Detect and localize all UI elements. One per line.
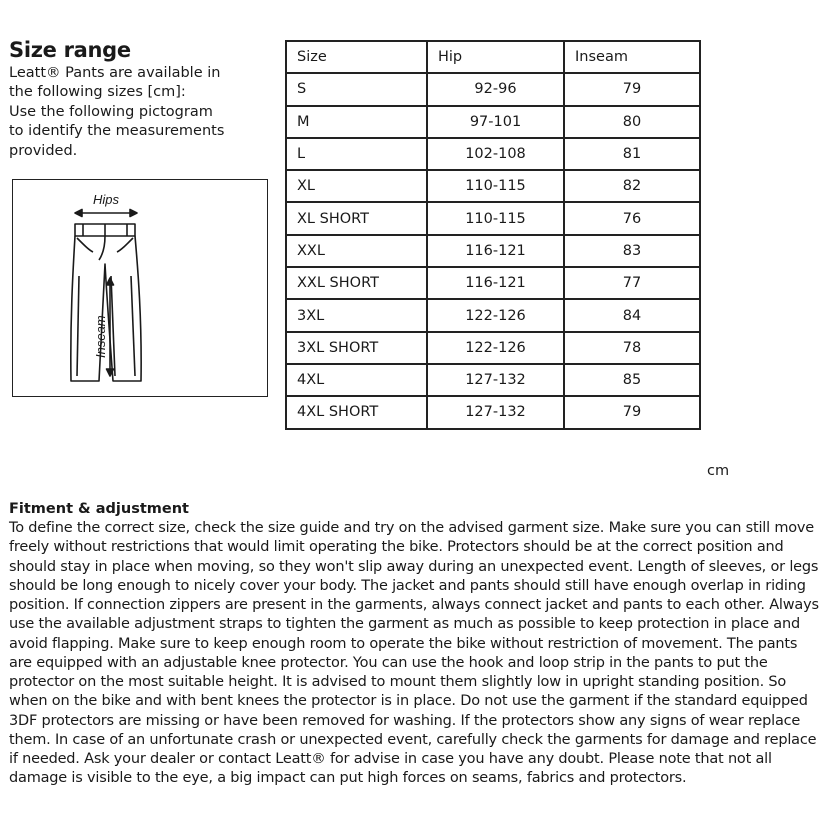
size-cell: XL — [286, 170, 427, 202]
size-cell: 3XL SHORT — [286, 332, 427, 364]
size-table — [285, 40, 701, 430]
size-cell: S — [286, 73, 427, 105]
inseam-cell: 81 — [564, 138, 700, 170]
size-cell: XXL — [286, 235, 427, 267]
inseam-cell: 84 — [564, 299, 700, 331]
size-range-intro: Leatt® Pants are available in the following sizes [cm]: Use the following pictogram to identify the measurements provided. — [9, 65, 225, 159]
table-row — [286, 267, 700, 299]
inseam-label: Inseam — [93, 315, 108, 358]
table-row — [286, 106, 700, 138]
size-cell: 3XL — [286, 299, 427, 331]
table-row — [286, 364, 700, 396]
hip-cell: 110-115 — [427, 202, 564, 234]
hip-cell: 122-126 — [427, 332, 564, 364]
hip-cell: 92-96 — [427, 73, 564, 105]
inseam-cell: 80 — [564, 106, 700, 138]
size-table-header-row — [286, 41, 700, 73]
column-header-size: Size — [286, 41, 427, 73]
size-range-title: Size range — [9, 38, 131, 62]
fitment-heading: Fitment & adjustment — [9, 501, 189, 517]
inseam-cell: 76 — [564, 202, 700, 234]
table-row — [286, 299, 700, 331]
inseam-cell: 79 — [564, 73, 700, 105]
table-row — [286, 202, 700, 234]
table-row — [286, 235, 700, 267]
column-header-inseam: Inseam — [564, 41, 700, 73]
unit-label: cm — [707, 463, 730, 479]
pants-pictogram — [12, 179, 268, 397]
inseam-cell: 83 — [564, 235, 700, 267]
size-cell: 4XL — [286, 364, 427, 396]
table-row — [286, 396, 700, 428]
inseam-cell: 78 — [564, 332, 700, 364]
hips-label: Hips — [92, 192, 120, 207]
size-table-body — [286, 73, 700, 428]
hip-cell: 110-115 — [427, 170, 564, 202]
size-cell: 4XL SHORT — [286, 396, 427, 428]
fitment-body: To define the correct size, check the size guide and try on the advised garment size. Make sure you can still move freely without restrictions that would limit operating the bike. Protectors should be at the correct position and should stay in place when moving, so they won't slip away during an unexpected event. Length of sleeves, or legs should be long enough to nicely cover your body. The jacket and pants should still have enough overlap in riding position. If connection zippers are present in the garments, always connect jacket and pants to each other. Always use the available adjustment straps to tighten the garment as much as possible to keep protection in place and avoid flapping. Make sure to keep enough room to operate the bike without restriction of movement. The pants are equipped with an adjustable knee protector. You can use the hook and loop strip in the pants to put the protector on the most suitable height. It is advised to mount them slightly low in upright standing position. So when on the bike and with bent knees the protector is in place. Do not use the garment if the standard equipped 3DF protectors are missing or have been removed for washing. If the protectors show any signs of wear replace them. In case of an unfortunate crash or unexpected event, carefully check the garments for damage and replace if needed. Ask your dealer or contact Leatt® for advise in case you have any doubt. Please note that not all damage is visible to the eye, a big impact can put high forces on seams, fabrics and protectors. — [9, 520, 819, 787]
size-cell: L — [286, 138, 427, 170]
table-row — [286, 332, 700, 364]
inseam-cell: 85 — [564, 364, 700, 396]
pants-outline-icon — [13, 180, 269, 398]
hip-cell: 116-121 — [427, 267, 564, 299]
size-cell: XXL SHORT — [286, 267, 427, 299]
size-cell: XL SHORT — [286, 202, 427, 234]
inseam-cell: 79 — [564, 396, 700, 428]
hip-cell: 97-101 — [427, 106, 564, 138]
hip-cell: 127-132 — [427, 364, 564, 396]
inseam-cell: 77 — [564, 267, 700, 299]
size-cell: M — [286, 106, 427, 138]
hip-cell: 116-121 — [427, 235, 564, 267]
table-row — [286, 73, 700, 105]
table-row — [286, 170, 700, 202]
hip-cell: 122-126 — [427, 299, 564, 331]
hip-cell: 102-108 — [427, 138, 564, 170]
inseam-cell: 82 — [564, 170, 700, 202]
column-header-hip: Hip — [427, 41, 564, 73]
table-row — [286, 138, 700, 170]
hip-cell: 127-132 — [427, 396, 564, 428]
